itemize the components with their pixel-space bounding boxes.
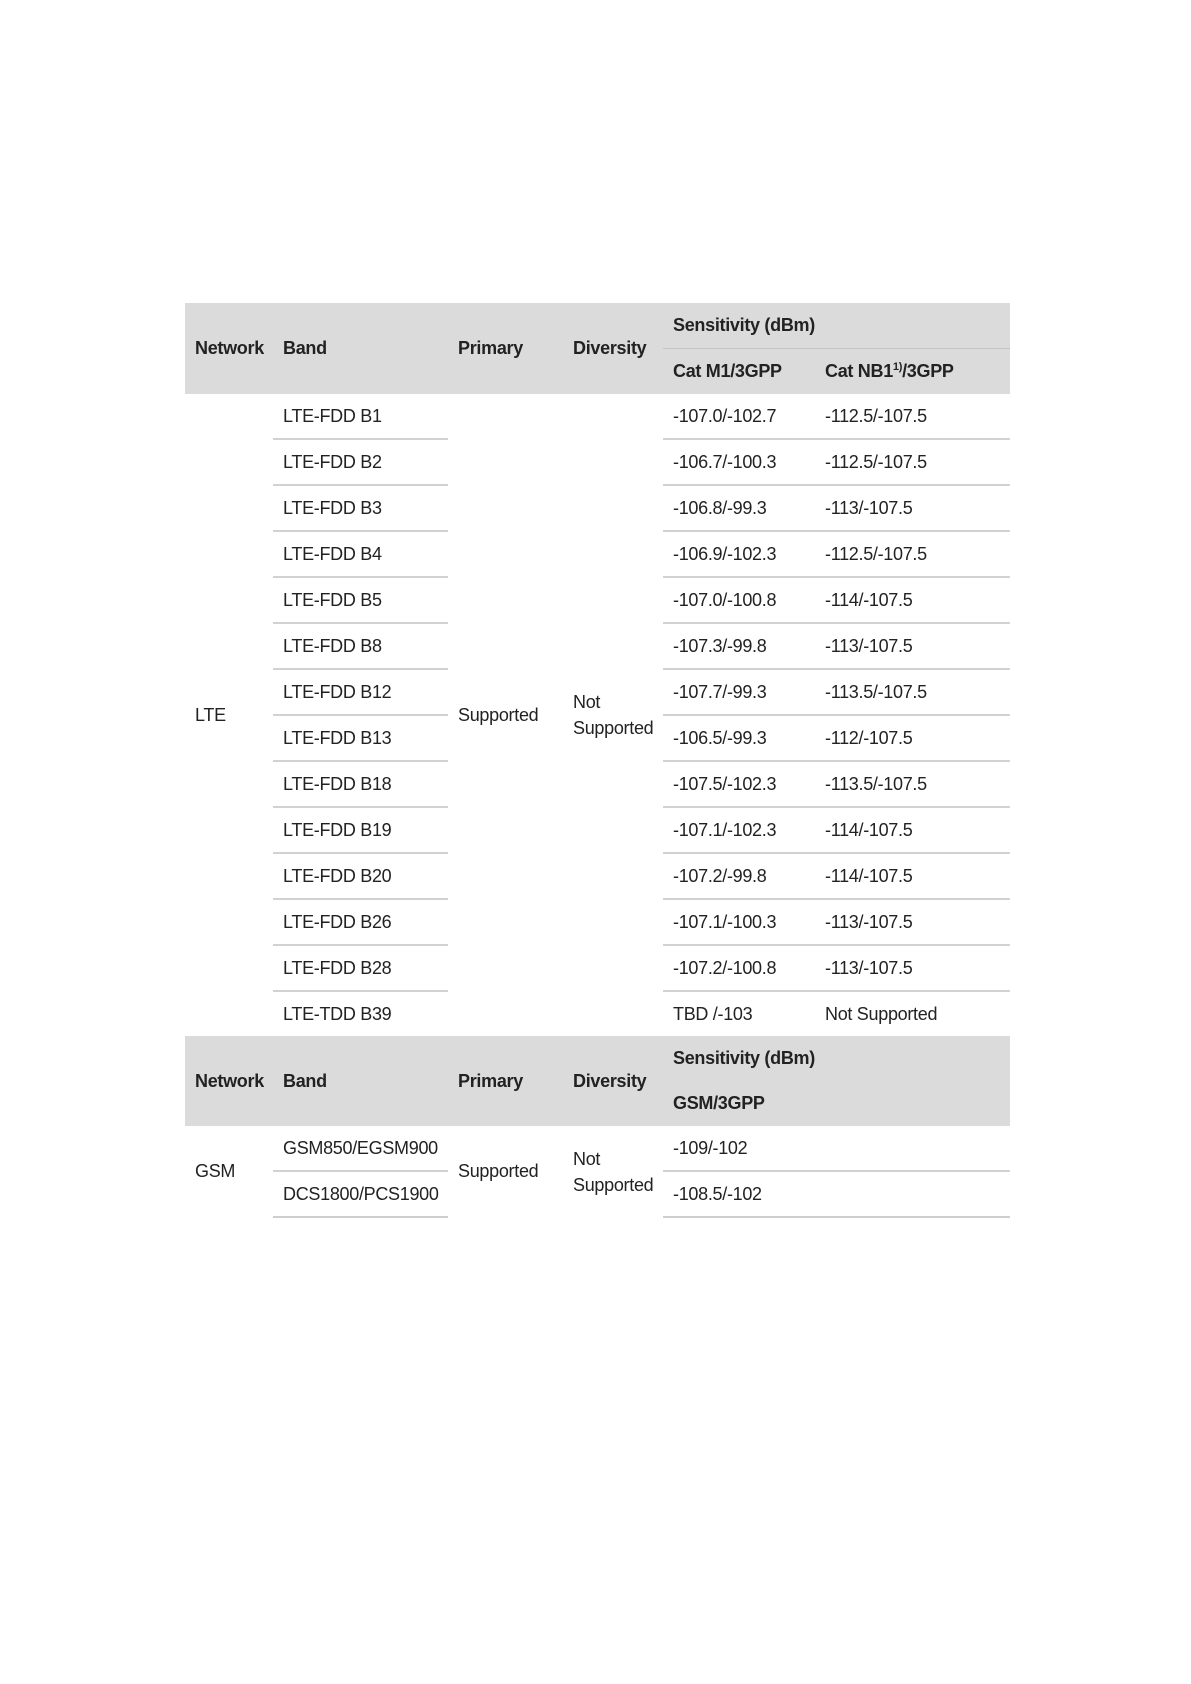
gsm-value-cell: -108.5/-102: [663, 1171, 1010, 1217]
gsm-value-cell: -109/-102: [663, 1126, 1010, 1171]
primary-cell: Supported: [458, 1161, 539, 1181]
cat-m1-cell: -107.7/-99.3: [663, 669, 815, 715]
cat-m1-cell: -107.1/-102.3: [663, 807, 815, 853]
band-cell: LTE-FDD B8: [273, 623, 448, 669]
primary-header: Primary: [448, 303, 563, 394]
cat-m1-cell: -107.5/-102.3: [663, 761, 815, 807]
table-row: [185, 1126, 1010, 1171]
cat-nb1-header: [815, 349, 1010, 395]
band-cell: LTE-FDD B2: [273, 439, 448, 485]
diversity-header: Diversity: [563, 303, 663, 394]
band-cell: LTE-FDD B18: [273, 761, 448, 807]
band-cell: LTE-FDD B5: [273, 577, 448, 623]
band-cell: LTE-FDD B12: [273, 669, 448, 715]
cat-nb1-suffix: /3GPP: [902, 361, 954, 381]
cat-nb1-cell: -113.5/-107.5: [815, 761, 1010, 807]
cat-m1-cell: -106.9/-102.3: [663, 531, 815, 577]
cat-nb1-cell: -112.5/-107.5: [815, 394, 1010, 439]
table-row: [185, 394, 1010, 439]
rf-sensitivity-table: [185, 303, 1010, 1218]
band-header: Band: [273, 1036, 448, 1126]
band-cell: LTE-FDD B28: [273, 945, 448, 991]
cat-m1-cell: -107.0/-102.7: [663, 394, 815, 439]
network-header: Network: [185, 1036, 273, 1126]
primary-cell: Supported: [458, 704, 539, 725]
sensitivity-header: Sensitivity (dBm): [663, 303, 1010, 349]
band-cell: LTE-FDD B19: [273, 807, 448, 853]
cat-nb1-cell: -113/-107.5: [815, 623, 1010, 669]
network-header: Network: [185, 303, 273, 394]
cat-nb1-cell: -113.5/-107.5: [815, 669, 1010, 715]
band-cell: GSM850/EGSM900: [273, 1126, 448, 1171]
diversity-header: Diversity: [563, 1036, 663, 1126]
diversity-line: Not: [573, 1148, 601, 1169]
cat-nb1-cell: -114/-107.5: [815, 577, 1010, 623]
band-cell: LTE-FDD B13: [273, 715, 448, 761]
cat-nb1-cell: -114/-107.5: [815, 807, 1010, 853]
sensitivity-header: Sensitivity (dBm): [663, 1036, 1010, 1081]
primary-header: Primary: [448, 1036, 563, 1126]
network-cell: LTE: [195, 704, 226, 725]
band-cell: LTE-FDD B1: [273, 394, 448, 439]
cat-m1-cell: -107.3/-99.8: [663, 623, 815, 669]
cat-m1-cell: TBD /-103: [673, 1003, 753, 1024]
cat-nb1-cell: -112/-107.5: [815, 715, 1010, 761]
cat-nb1-cell: -114/-107.5: [815, 853, 1010, 899]
gsm-body: [185, 1126, 1010, 1217]
cat-nb1-cell: -112.5/-107.5: [815, 439, 1010, 485]
network-cell: GSM: [195, 1161, 236, 1181]
cat-m1-cell: -107.0/-100.8: [663, 577, 815, 623]
cat-m1-cell: -107.2/-99.8: [663, 853, 815, 899]
cat-m1-header: Cat M1/3GPP: [663, 349, 815, 395]
gsm-header-row: [185, 1036, 1010, 1081]
band-cell: LTE-FDD B20: [273, 853, 448, 899]
footnote-marker: 1): [892, 361, 903, 373]
band-cell: LTE-FDD B26: [273, 899, 448, 945]
cat-nb1-cell: -113/-107.5: [815, 945, 1010, 991]
band-header: Band: [273, 303, 448, 394]
cat-m1-cell: -107.2/-100.8: [663, 945, 815, 991]
cat-m1-cell: -106.7/-100.3: [663, 439, 815, 485]
cat-nb1-cell: -113/-107.5: [815, 899, 1010, 945]
band-cell: LTE-FDD B4: [273, 531, 448, 577]
diversity-line: Not: [573, 692, 601, 712]
diversity-cell: [563, 394, 663, 1036]
band-cell: DCS1800/PCS1900: [273, 1171, 448, 1217]
cat-nb1-cell: -112.5/-107.5: [815, 531, 1010, 577]
cat-m1-cell: -106.5/-99.3: [663, 715, 815, 761]
band-cell: LTE-FDD B3: [273, 485, 448, 531]
band-cell: LTE-TDD B39: [283, 1003, 392, 1024]
lte-header-row: [185, 303, 1010, 349]
cat-m1-cell: -107.1/-100.3: [663, 899, 815, 945]
cat-nb1-cell: Not Supported: [825, 1003, 938, 1024]
lte-body: [185, 394, 1010, 1036]
diversity-line: Supported: [573, 718, 654, 738]
cat-nb1-cell: -113/-107.5: [815, 485, 1010, 531]
diversity-line: Supported: [573, 1174, 654, 1195]
diversity-cell: [563, 1126, 663, 1217]
gsm-3gpp-header: GSM/3GPP: [663, 1081, 1010, 1126]
cat-nb1-prefix: Cat NB1: [825, 361, 893, 381]
cat-m1-cell: -106.8/-99.3: [663, 485, 815, 531]
